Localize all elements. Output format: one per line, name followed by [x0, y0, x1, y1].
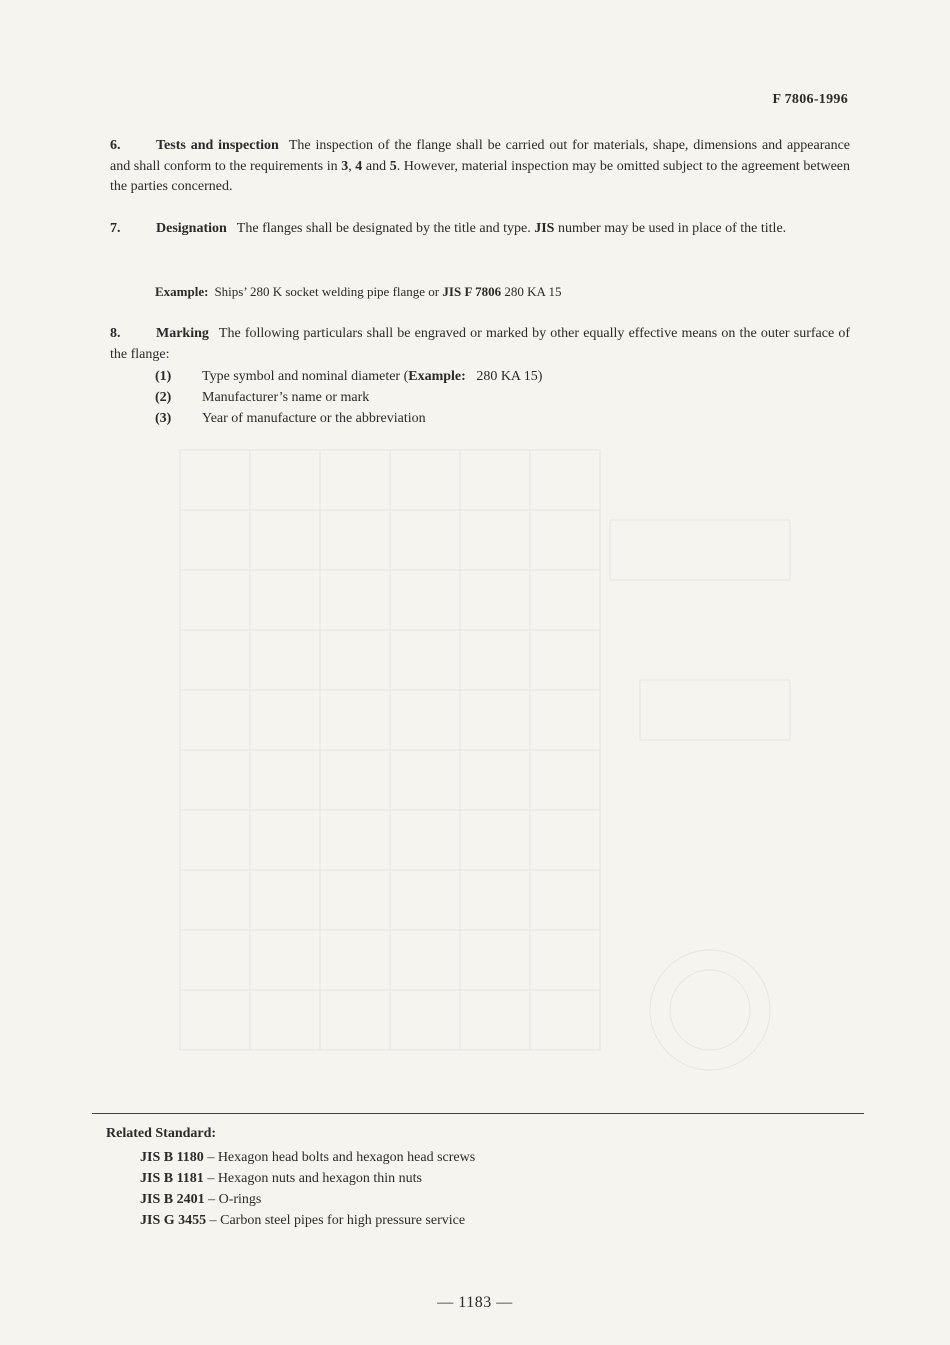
clause-number: 8.	[110, 326, 121, 341]
example-text: Ships’ 280 K socket welding pipe flange or	[214, 284, 443, 299]
designation-example	[155, 284, 561, 300]
list-item	[155, 387, 542, 408]
clause-text: number may be used in place of the title.	[554, 221, 787, 236]
standard-description: – O-rings	[204, 1192, 262, 1207]
standard-code: JIS B 1180	[140, 1150, 204, 1165]
list-item-number: (2)	[155, 390, 172, 405]
clause-7	[110, 219, 850, 240]
jis-label: JIS	[534, 221, 555, 236]
clause-title: Designation	[156, 221, 227, 236]
clause-text: The flanges shall be designated by the title and type.	[236, 221, 535, 236]
example-text: 280 KA 15	[501, 284, 562, 299]
clause-ref: 5	[389, 158, 397, 174]
example-label: Example:	[408, 369, 466, 384]
standard-code: JIS B 2401	[140, 1192, 205, 1207]
clause-text: The following particulars shall be engraved or marked by other equally effective means on the outer surface of the flange:	[110, 326, 850, 362]
related-standard-item	[140, 1147, 475, 1168]
list-item-number: (1)	[155, 369, 172, 384]
example-label: Example:	[155, 284, 209, 299]
list-item-number: (3)	[155, 411, 172, 426]
document-id: F 7806-1996	[772, 92, 848, 107]
standard-description: – Carbon steel pipes for high pressure service	[206, 1213, 466, 1228]
list-item-text: Type symbol and nominal diameter (	[202, 369, 409, 384]
list-item-text: Year of manufacture or the abbreviation	[202, 411, 426, 426]
standard-code: JIS B 1181	[140, 1171, 204, 1186]
clause-6	[110, 136, 850, 198]
clause-ref: 4	[355, 158, 363, 174]
clause-number: 6.	[110, 138, 121, 153]
clause-text: . However, material inspection may be omitted subject to the agreement between the parties concerned.	[110, 158, 851, 194]
list-item	[155, 366, 542, 387]
marking-list	[155, 366, 542, 429]
clause-ref: 3	[341, 158, 349, 174]
page-number: — 1183 —	[437, 1294, 513, 1311]
clause-text: ,	[348, 158, 356, 174]
list-item	[155, 408, 542, 429]
clause-title: Tests and inspection	[156, 138, 279, 153]
section-divider	[92, 1113, 864, 1114]
standard-description: – Hexagon head bolts and hexagon head screws	[203, 1150, 476, 1165]
clause-text: The inspection of the flange shall be carried out for materials, shape, dimensions and appearance and shall conform to the requirements in	[110, 138, 850, 174]
clause-8	[110, 324, 850, 365]
example-value: 280 KA 15)	[476, 369, 543, 384]
clause-title: Marking	[156, 326, 209, 341]
related-standard-list	[140, 1147, 475, 1231]
show-through-drawing	[100, 430, 880, 1090]
related-standard-item	[140, 1168, 475, 1189]
clause-text: and	[362, 158, 390, 174]
related-standard-title: Related Standard:	[106, 1126, 217, 1141]
clause-number: 7.	[110, 221, 121, 236]
standard-code: JIS G 3455	[140, 1213, 207, 1228]
standard-description: – Hexagon nuts and hexagon thin nuts	[203, 1171, 422, 1186]
example-code: JIS F 7806	[442, 284, 502, 299]
list-item-text: Manufacturer’s name or mark	[202, 390, 370, 405]
related-standard-item	[140, 1189, 475, 1210]
related-standard-item	[140, 1210, 475, 1231]
